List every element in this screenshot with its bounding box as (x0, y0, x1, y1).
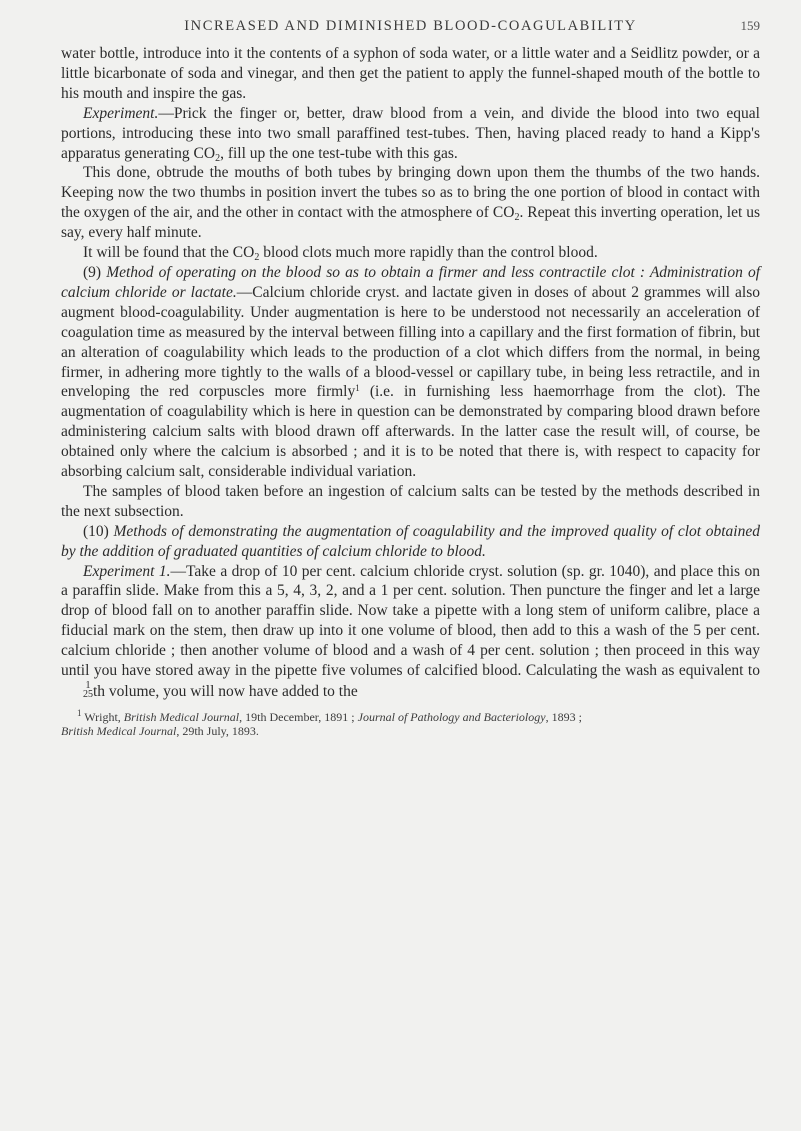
paragraph-text: th volume, you will now have added to the (93, 683, 358, 700)
body-text (61, 44, 760, 702)
footnotes (61, 707, 760, 738)
running-head (61, 14, 760, 38)
paragraph-samples (61, 482, 760, 522)
footnote (61, 707, 760, 724)
footnote-journal: Journal of Pathology and Bacteriology (357, 709, 546, 724)
paragraph-text: —Prick the finger or, better, draw blood from a vein, and divide the blood into two equal portions, introducing these into two small paraffined test-tubes. Then, having placed ready to hand a Kipp's apparatus generating CO (61, 104, 760, 162)
page-number: 159 (740, 18, 760, 33)
section-number: (10) (83, 522, 114, 540)
paragraph-experiment (61, 104, 760, 164)
paragraph-section-9 (61, 263, 760, 482)
running-title: INCREASED AND DIMINISHED BLOOD-COAGULABILITY (184, 18, 637, 34)
paragraph-text: It will be found that the CO (83, 244, 255, 262)
footnote-marker: 1 (77, 707, 82, 718)
paragraph-text: blood clots much more rapidly than the control blood. (259, 244, 598, 262)
paragraph-text: —Calcium chloride cryst. and lactate given in doses of about 2 grammes will also augment blood-coagulability. Under augmentation is here to be understood not necessarily an acceleration of coagulation time as measured by the interval between filling into a capillary and the first formation of fibrin, but an alteration of coagulability which leads to the production of a clot which differs from the normal, in being firmer, in adhering more tightly to the walls of a blood-vessel or capillary tube, in being less retractile, and in enveloping the red corpuscles more firmly (61, 283, 760, 401)
experiment-label: Experiment. (83, 104, 159, 122)
fraction-numerator: 1 (85, 680, 91, 691)
fraction (61, 681, 93, 699)
paragraph-text: water bottle, introduce into it the contents of a syphon of soda water, or a little water and a Seidlitz powder, or a little bicarbonate of soda and vinegar, and then get the patient to apply the funnel-shaped mouth of the bottle to his mouth and inspire the gas. (61, 45, 760, 102)
paragraph-procedure (61, 163, 760, 243)
footnote-journal: British Medical Journal (123, 709, 240, 724)
paragraph-section-10 (61, 522, 760, 562)
fraction-denominator: 25 (83, 689, 93, 700)
subscript: 2 (514, 212, 520, 224)
footnote-continuation (61, 724, 760, 738)
paragraph-text: (i.e. in furnishing less haemorrhage from the clot). The augmentation of coagulability which is here in question can be demonstrated by comparing blood drawn before administering calcium salts with blood drawn off afterwards. In the latter case the result will, of course, be obtained only where the calcium is absorbed ; and it is to be noted that there is, with respect to capacity for absorbing calcium salt, considerable individual variation. (61, 383, 760, 481)
section-title: Method of operating on the blood so as to obtain a firmer and less contractile clot : Administration of calcium chloride or lactate. (61, 263, 760, 301)
footnote-date: , 19th December, 1891 ; (239, 709, 358, 724)
paragraph-continuation (61, 44, 760, 104)
footnote-journal: British Medical Journal (61, 723, 177, 738)
paragraph-text: The samples of blood taken before an ingestion of calcium salts can be tested by the methods described in the next subsection. (61, 482, 760, 520)
experiment-label: Experiment 1. (83, 562, 171, 580)
paragraph-result (61, 243, 760, 263)
paragraph-text: , fill up the one test-tube with this gas. (220, 144, 458, 162)
paragraph-text: —Take a drop of 10 per cent. calcium chloride cryst. solution (sp. gr. 1040), and place this on a paraffin slide. Make from this a 5, 4, 3, 2, and a 1 per cent. solution. Then puncture the finger and let a large drop of blood fall on to another paraffin slide. Now take a pipette with a long stem of uniform calibre, place a fiducial mark on the stem, then draw up into it one volume of blood, then add to this a wash of the 5 per cent. calcium chloride ; then another volume of blood and a wash of 4 per cent. solution ; then proceed in this way until you have stored away in the pipette five volumes of calcified blood. Calculating the wash as equivalent to (61, 562, 760, 680)
paragraph-text: . Repeat this inverting operation, let us say, every half minute. (61, 204, 761, 242)
section-title: Methods of demonstrating the augmentation of coagulability and the improved quality of clot obtained by the addition of graduated quantities of calcium chloride to blood. (61, 522, 760, 560)
footnote-reference: 1 (355, 383, 360, 394)
subscript: 2 (254, 252, 260, 264)
paragraph-text: This done, obtrude the mouths of both tubes by bringing down upon them the thumbs of the two hands. Keeping now the two thumbs in position invert the tubes so as to bring the one portion of blood in contact with the oxygen of the air, and the other in contact with the atmosphere of CO (61, 164, 760, 222)
footnote-date: , 1893 ; (545, 709, 582, 724)
footnote-author: Wright, (81, 709, 124, 724)
footnote-date: , 29th July, 1893. (176, 723, 259, 738)
subscript: 2 (215, 152, 221, 164)
section-number: (9) (83, 263, 107, 281)
paragraph-experiment-1 (61, 562, 760, 702)
book-page (61, 14, 760, 738)
